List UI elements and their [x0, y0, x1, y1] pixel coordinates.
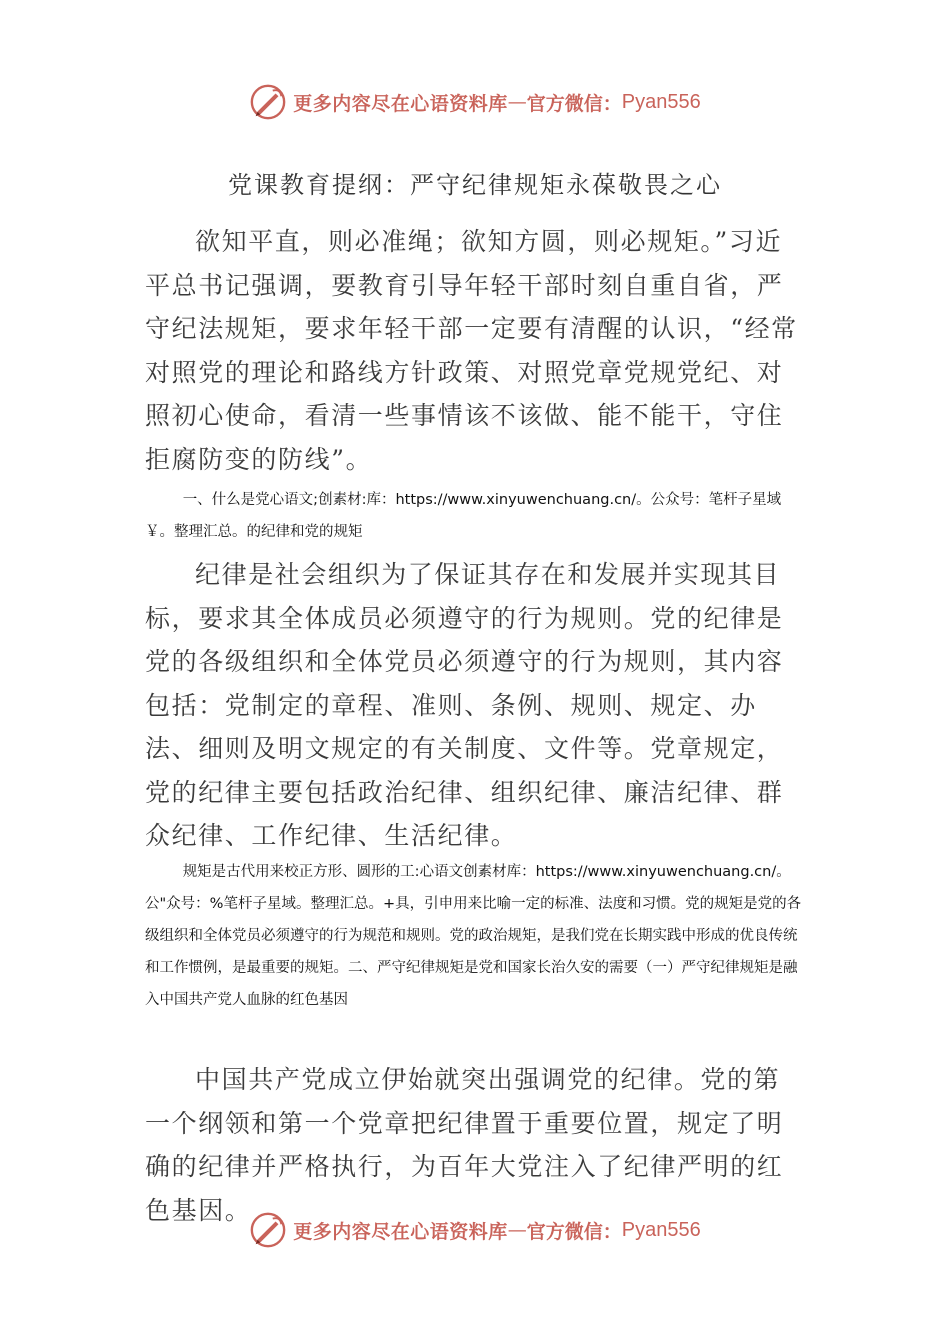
- banner-wechat-id: Pyan556: [621, 90, 701, 113]
- paragraph-text: 中国共产党成立伊始就突出强调党的纪律。党的第一个纲领和第一个党章把纪律置于重要位置，规定了明确的纪律并严格执行，为百年大党注入了纪律严明的红色基因。: [145, 1065, 784, 1225]
- banner-text: 更多内容尽在心语资料库: [293, 1220, 508, 1243]
- paragraph-text: 纪律是社会组织为了保证其存在和发展并实现其目标，要求其全体成员必须遵守的行为规则。党的纪律是党的各级组织和全体党员必须遵守的行为规则，其内容包括：党制定的章程、准则、条例、规则、规定、办法、细则及明文规定的有关制度、文件等。党章规定，党的纪律主要包括政治纪律、组织纪律、廉洁纪律、群众纪律、工作纪律、生活纪律。: [145, 560, 784, 850]
- paragraph-discipline: [145, 553, 805, 858]
- banner-wechat-id: Pyan556: [621, 1218, 701, 1241]
- section-heading-1: [145, 484, 805, 548]
- paragraph-red-gene: [145, 1058, 805, 1232]
- paragraph-rules: [145, 856, 805, 1016]
- paragraph-text: 欲知平直，则必准绳；欲知方圆，则必规矩。”习近平总书记强调，要教育引导年轻干部时刻自重自省，严守纪法规矩，要求年轻干部一定要有清醒的认识，“经常对照党的理论和路线方针政策、对照党章党规党纪、对照初心使命，看清一些事情该不该做、能不能干，守住拒腐防变的防线”。: [145, 227, 798, 474]
- banner-separator: —: [507, 1219, 527, 1241]
- header-banner: [0, 80, 950, 124]
- paragraph-text: 一、什么是党心语文;创素材:库：https://www.xinyuwenchuang.cn/。公众号：笔杆子星域￥。整理汇总。的纪律和党的规矩: [145, 492, 782, 540]
- banner-separator: —: [507, 91, 527, 113]
- banner-label: 官方微信：: [526, 92, 622, 115]
- paragraph-intro: [145, 220, 805, 481]
- document-title: 党课教育提纲：严守纪律规矩永葆敬畏之心: [228, 171, 722, 199]
- pen-logo-icon: [249, 1211, 287, 1249]
- banner-text: 更多内容尽在心语资料库: [293, 92, 508, 115]
- pen-logo-icon: [249, 83, 287, 121]
- banner-label: 官方微信：: [526, 1220, 622, 1243]
- footer-banner: [0, 1208, 950, 1252]
- paragraph-text: 规矩是古代用来校正方形、圆形的工:心语文创素材库：https://www.xinyuwenchuang.cn/。公"众号：%笔杆子星域。整理汇总。+具，引申用来比喻一定的标准、法度和习惯。党的规矩是党的各级组织和全体党员必须遵守的行为规范和规则。党的政治规矩，是我们党在长期实践中形成的优良传统和工作惯例，是最重要的规矩。二、严守纪律规矩是党和国家长治久安的需要（一）严守纪律规矩是融入中国共产党人血脉的红色基因: [145, 864, 802, 1008]
